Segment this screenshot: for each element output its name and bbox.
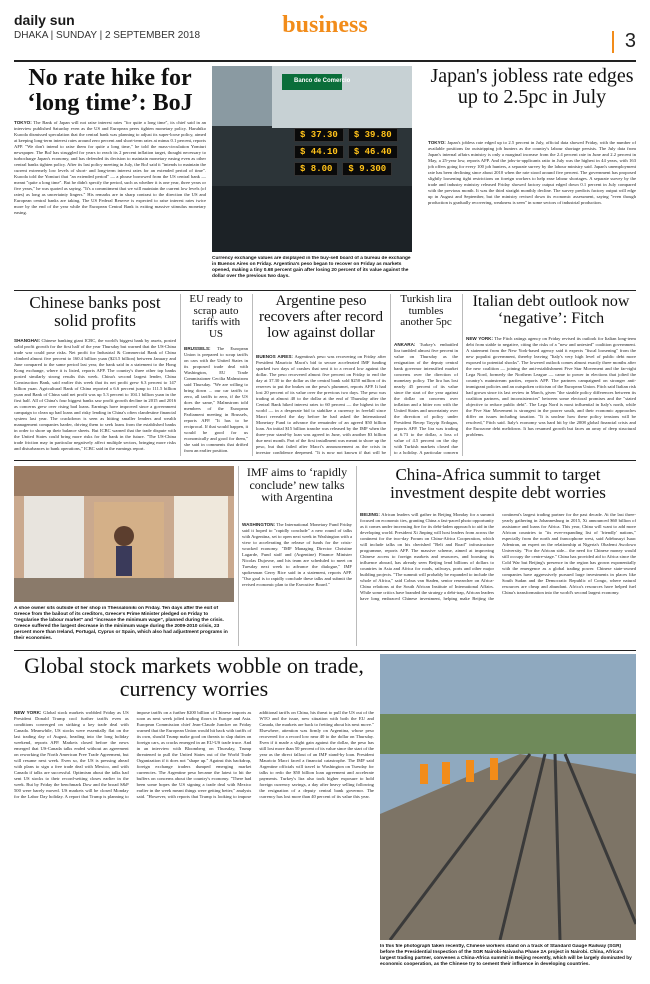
column-divider (390, 294, 391, 456)
headline-imf[interactable]: IMF aims to ‘rapidly conclude’ new talks with Argentina (246, 465, 348, 505)
page-number-divider (612, 31, 614, 53)
article-body: The European Union is prepared to scrap tariffs on cars with the United States in its proposed trade deal with Washington, EU Trade Commissioner Cecilia Malmstrom said Thursday. "We are willing to bring down ... our car tariffs to zero, all tariffs to zero, if the US does the same," Malmstrom told members of the European Parliament meeting in Brussels, reports AFP. "It has to be reciprocal. If that would happen, it would be good for us economically and good for them," she said in comments that drifted from an earlier position. (184, 346, 248, 453)
headline-japan-jobless[interactable]: Japan's jobless rate edges up to 2.5pc in July (430, 65, 634, 108)
column-divider (356, 466, 357, 646)
article-body: Argentina's peso was recovering on Friday after President Mauricio Macri's bid to secure accelerated IMF funding sparked two days of crashes that sent it to a record low against the dollar. The peso recovered almost five percent on Friday to end the day at 37.30 to the dollar as the central bank sold $250 million of its reserves to put the brakes on the peso's plummet, reports AFP. It had lost 20 percent of its value over the previous two days. The peso was trading at almost 40 to the dollar at the end of Thursday after the Central Bank hiked interest rates to 60 percent — the highest in the world — in a desperate bid to stabilize a currency in freefall since Macri revealed the day before he had asked the International Monetary Fund to advance the remainder of an agreed $50 billion loan. An initial $15 billion tranche was released by the IMF when the three-year stand-by loan was agreed in June, with another $3 billion due next month. Part of the first installment was meant to shore up the peso, but that failed after Macri's announcement as the crisis in investor confidence deepened. "It is now not known if that will be (256, 354, 386, 455)
photo-scene (380, 654, 636, 940)
article-body: The Fitch ratings agency on Friday revised its outlook for Italian long-term debt from stable to negative, citing the risks of a "new and untested" coalition government. A statement from the New York-based agency said it expects "fiscal loosening" from the new populist government, thereby leaving "Italy's very high level of public debt more exposed to potential shocks". The lowered outlook comes almost exactly three months after the new coalition — joining the anti-establishment Five Star Movement and the far-right Lega Nord, formerly the Northern League — came to power in elections that jolted the country's mainstream parties, reports AFP. The partners campaigned on stronger anti-immigrant policies and an outspoken criticism of the European Union. Fitch said Italian risk had grown since its last review in March, given "the sizable policy differences between its coalition partners, and inconsistencies" between some electoral promises and the "stated objective to reduce public debt". The Lega Nord is most influential in Italy's north, while the Five Star Movement is strongest in the poorer south, and their economic approaches differ on issues including taxation. "It is unclear how these policy tensions will be resolved," Fitch said. Italy's economy was hard hit by the 2008 global financial crisis and the Eurozone debt meltdown. It has resumed growth but faces an array of deep structural problems. (466, 336, 636, 437)
column-divider (462, 294, 463, 456)
article-eu-tariffs (184, 346, 248, 456)
column-divider (238, 466, 239, 646)
photo-exchange-board (212, 66, 412, 252)
article-body: Chinese banking giant ICBC, the world's biggest bank by assets, posted solid profit growth for the first half of the year Thursday but warned that the US-China trade war could pose risks. Net profit for Industrial & Commercial Bank of China climbed almost five percent to 160.4 billion yuan ($23.5 billion) between January and June compared to the same period last year, the bank said in a statement to the Hong Kong exchange, where it is listed, reports AFP. The country's three other top banks posted similarly strong results this week. China's second largest lender, China Construction Bank, said earlier this week that its net profit grew 6.3 percent to 147 billion yuan. Agricultural Bank of China reported a 6.6 percent jump to 111.5 billion yuan and Bank of China said net profit was up 5.3 percent to 104.1 billion yuan in the first half. All of China's four biggest banks saw profit growth decline in 2015 and 2016 as concerns grew over rising bad loans. Earnings have improved since a government campaign to clean up bad loans and risky lending in China's often clandestine financial system last year. The crackdown is seen as hitting smaller lenders and wealth management companies harder, driving them to seek loans from the established banks in order to shore up their balance sheets. But ICBC warned that the trade dispute with the United States could bring more risks for the bank in the future. "The US-China trade friction may in particular negatively affect multiple sectors, bringing more risks and disturbances to bank operations," ICBC said in the earnings report. (14, 338, 176, 451)
board-buy-rate: $ 37.30 (294, 128, 344, 142)
dateline: NEW YORK: (14, 710, 42, 715)
headline-argentina-peso[interactable]: Argentine peso recovers after record low against dollar (258, 293, 384, 341)
article-body: Global stock markets wobbled Friday as US President Donald Trump cool further tariffs even as conditions converged on striking a key trade deal with Canada. Meanwhile, US stocks were essentially flat on the last trading day of August, heading into the long holiday weekend, reports AFP. Markets closed before the news emerged that US-Canada talks ended without an agreement on reworking the North American Free Trade Agreement, but will resume next week. Even so, the US is pressing ahead with plans to sign a free trade deal with Mexico, and with Canada if talks are successful. Optimism about the talks had sent US stocks to their record-setting closes earlier in the week. But by Friday the benchmark Dow and the broad S&P 500 were barely moved. US markets will be closed Monday for the Labor Day holiday. A report that Trump is planning to impose tariffs on a further $200 billion of Chinese imports as soon as next week jolted trading floors in Europe and Asia. European Commission chief Jean-Claude Juncker on Friday warned that the European Union would hit back with tariffs of its own, should Trump make good on threats to slap duties on foreign cars, as cracks emerged in an EU-US trade truce. And in an interview with Bloomberg on Thursday, Trump threatened to pull the United States out of the World Trade Organization if it does not "shape up." Against this backdrop, foreign exchange traders dumped emerging market currencies. The Argentine peso became the latest to hit the buffers on concerns about the country's economy. "There had been some hopes the US signing a trade deal with Mexico earlier in the week meant things were getting better," analysts said. "However, with reports that Trump is looking to impose additional tariffs on China, his threat to pull the US out of the WTO and the issue, new situation with both the EU and Canada, the markets are back to fretting about his next move." Elsewhere, attention was firmly on Argentina, whose peso recovered for a record low near 40 to the dollar on Thursday. Even if it made a slight gain against the dollar, the peso has still lost more than 50 percent of its value since the start of the year as the direct fallout of an IMF stand-by loan. President Mauricio Macri faced a financial catastrophe. The IMF said Argentine officials will travel to Washington on Tuesday for talks to redo the $50 billion loan agreement and accelerate payments. Turkey's lira also took higher exposure to hold foreign currency savings, a day after heavy selling following the resignation of a deputy central bank governor. The currency has lost more than 40 percent of its value this year. (14, 710, 374, 799)
dateline: TOKYO: (14, 120, 32, 125)
board-sell-rate: $ 46.40 (348, 145, 398, 159)
page-number: 3 (624, 30, 636, 52)
board-sell-rate: $ 9.300 (342, 162, 392, 176)
board-buy-rate: $ 8.00 (294, 162, 338, 176)
bank-sign: Banco de Comercio (294, 78, 351, 84)
photo-railway (380, 654, 636, 940)
header-rule (14, 60, 636, 62)
dateline: SHANGHAI: (14, 338, 41, 343)
article-japan-jobless (428, 140, 636, 268)
article-turkish-lira (394, 342, 458, 456)
caption-railway: In this file photograph taken recently, Chinese workers stand on a track of Standard Gauge Railway (SGR) before the Presidential Inspection of the SGR Nairobi-Naivasha Phase 2A project in Nairobi. China, Africa's largest trading partner, convenes a China-Africa summit in Beijing recently, which will be largely dominated by economic cooperation, as the Chinese try to cement their influence in developing countries. (380, 944, 632, 967)
section-title: business (282, 12, 368, 38)
headline-global-stocks[interactable]: Global stock markets wobble on trade, currency worries (24, 653, 364, 702)
headline-china-banks[interactable]: Chinese banks post solid profits (29, 293, 161, 330)
article-china-banks (14, 338, 176, 456)
section-rule (14, 460, 636, 461)
article-china-africa (360, 512, 636, 646)
dateline: BRUSSELS: (184, 346, 211, 351)
headline-turkish-lira[interactable]: Turkish lira tumbles another 5pc (400, 293, 452, 329)
article-body: Japan's jobless rate edged up to 2.5 percent in July, official data showed Friday, with the number of available positions far outstripping job hunters as the country's labour shortage persists. The July data from Japan's internal affairs ministry is only a marginal increase from the 2.4 percent rate in June and 2.2 percent in May, a 25-year low, reports AFP. And the jobs-to-applicants ratio in July was the highest in 44 years, with 163 job offers going for every 100 job hunters, a separate survey by the labour ministry said. Japan's unemployment rate has been declining since about 2010 when the rate stood around five percent. The government has proposed slightly loosening tight restrictions on foreign workers to help ease labour shortages. A separate survey by the trade and industry ministry released Friday showed factory output edged down 0.1 percent in July compared with the previous month. It was the third straight monthly decline. The survey predicts factory output will edge up in August and September, but the ministry revised down its economic assessment, saying "even though production is gradually recovering, weakness is seen" in some sectors of industrial production. (428, 140, 636, 205)
column-divider (180, 294, 181, 456)
article-imf (242, 522, 352, 646)
masthead-brand: daily sun (14, 12, 75, 28)
article-argentina-peso (256, 354, 386, 456)
headline-boj[interactable]: No rate hike for ‘long time’: BoJ (27, 65, 193, 117)
headline-eu-tariffs[interactable]: EU ready to scrap auto tariffs with US (189, 293, 243, 340)
dateline: WASHINGTON: (242, 522, 276, 527)
issue-date: DHAKA | SUNDAY | 2 SEPTEMBER 2018 (14, 30, 201, 41)
dateline: NEW YORK: (466, 336, 494, 341)
article-body: Turkey's embattled lira tumbled almost five percent in value on Thursday as the resignation of the deputy central bank governor intensified market concerns over the direction of monetary policy. The lira has lost nearly 45 percent of its value since the start of the year against the dollar on concerns over inflation and a bitter row with the United States and uncertainty over the direction of policy under President Recep Tayyip Erdogan, reports AFP. The lira was trading at 6.73 to the dollar, a loss of value of 4.5 percent on the day with Turkish markets closed due to a holiday. A particular concern (394, 342, 458, 455)
dateline: ANKARA: (394, 342, 416, 347)
headline-china-africa[interactable]: China-Africa summit to target investment despite debt worries (390, 465, 606, 502)
caption-exchange-board: Currency exchange values are displayed in the buy-sell board of a bureau de exchange in Buenos Aires on Friday. Argentina's peso began to recover on Friday as markets opened, making a tiny 0.68 percent gain after losing 20 percent of its value against the dollar over the previous two days. (212, 256, 411, 279)
exchange-board (294, 128, 398, 179)
article-body: The Bank of Japan will not raise interest rates "for quite a long time", its chief said in an interview published Saturday even as the US and European peers tighten monetary policy. Haruhiko Kuroda dismissed speculation that the central bank was planning to adjust its super-loose policy, aimed at keeping long-term interest rates around zero percent and short-term rates at minus 0.1 percent, reports AFP. "We don't intend to raise them for quite a long time," he told the mass-circulation Yomiuri newspaper. The BoJ has struggled for years to reach its 2 percent inflation target, thought necessary to turbocharge Japan's economy, and has defended its decision to maintain monetary easing even as other central banks tighten policy. After its last policy meeting in July, the BoJ said it "intends to maintain the current extremely low levels of short- and long-term interest rates for an extended period of time". Kuroda told the Yomiuri that "an extended period" — a phrase borrowed from the US central bank — meant "quite a long time". But he didn't specify the period, such as whether it is one year, three years or five years," he was quoted as saying. "It's a commitment that we will maintain the current low levels (of rates) as long as uncertainty lingers." His remarks are in sharp contrast to the direction the US and European central banks are taking. The US Federal Reserve is expected to raise interest rates twice more by the end of the year while the European Central Bank is exiting massive stimulus monetary easing. (14, 120, 206, 215)
dateline: TOKYO: (428, 140, 446, 145)
article-body: The International Monetary Fund Friday said it hoped to "rapidly conclude" a new round of talks with Argentina, set to open next week in Washington with a view to accelerating the release of funds for the crisis-wracked economy. "IMF Managing Director Christine Lagarde, Fund staff and (Argentine) Finance Minister Nicolas Dujovne, and his team are scheduled to meet on Tuesday next week to advance the dialogue," IMF spokesman Gerry Rice said in a statement, reports AFP. "Our goal is to rapidly conclude these talks and submit the revised economic plan to the Executive Board." (242, 522, 352, 587)
dateline: BUENOS AIRES: (256, 354, 293, 359)
section-rule (14, 290, 636, 291)
headline-italy-fitch[interactable]: Italian debt outlook now ‘negative’: Fitch (472, 293, 630, 327)
article-italy-fitch (466, 336, 636, 456)
article-global-stocks (14, 710, 374, 972)
board-sell-rate: $ 39.80 (348, 128, 398, 142)
photo-shoe-shop (14, 466, 234, 602)
photo-scene (14, 466, 234, 602)
dateline: BEIJING: (360, 512, 380, 517)
section-rule (14, 650, 636, 651)
column-divider (252, 294, 253, 456)
article-body: African leaders will gather in Beijing Monday for a summit focused on economic ties, granting China a fast-paced photo opportunity as it comes under increasing fire for its debt-laden approach to aid in the developing world. President Xi Jinping will host leaders from across the continent for the two-day Forum on China-Africa Cooperation, which will include talks on his cherished "Belt and Road" infrastructure programme, reports AFP. The massive scheme, aimed at improving Chinese access to foreign markets and resources, and boosting its influence abroad, has already seen Beijing lend billions of dollars to countries in Asia and Africa for roads, railways, ports and other major building projects. "The summit will probably be expanded to include the whole of Africa," said Cobus van Staden, senior researcher on Africa-China relations at the South African Institute of International Affairs. While some critics have branded the strategy a debt-trap, African leaders have long embraced Chinese investment, helping make Beijing the continent's largest trading partner for the past decade. At the last three-yearly gathering in Johannesburg in 2015, Xi announced $60 billion of assistance and loans for Africa. This year, China will want to add more African countries to "its ever-expanding list of 'friendly' nations," especially from the north and francophone west, said Adebusuyi Isaac Adeniran, an expert on the relationship at Nigeria's Obafemi Awolowo University. "For the African side... the need for Chinese money would still occupy the centre-stage." China has provided aid to Africa since the Cold War but Beijing's presence in the region has grown exponentially with the emergence as a global trading power. Chinese state-owned companies have aggressively pursued large investments in places like South Sudan and the Democratic Republic of Congo, where natural resources are cheap and abundant. Africa's resources have helped fuel China's transformation into the world's second largest economy. (360, 512, 636, 601)
board-buy-rate: $ 44.10 (294, 145, 344, 159)
caption-shoe-shop: A shoe owner sits outside of her shop in Thessaloniki on Friday. Ten days after the exit of Greece from the bailout of its creditors, Greece's Prime Minister pledged on Friday to "regularise the labour market" and "increase the minimum wage", planned during the crisis. Greece suffered the largest decrease in the minimum wage during the 2009-2010 crisis, 23 percent more than Ireland, Portugal, Cyprus or Spain, which also had adjustment programs in their economies. (14, 606, 228, 641)
